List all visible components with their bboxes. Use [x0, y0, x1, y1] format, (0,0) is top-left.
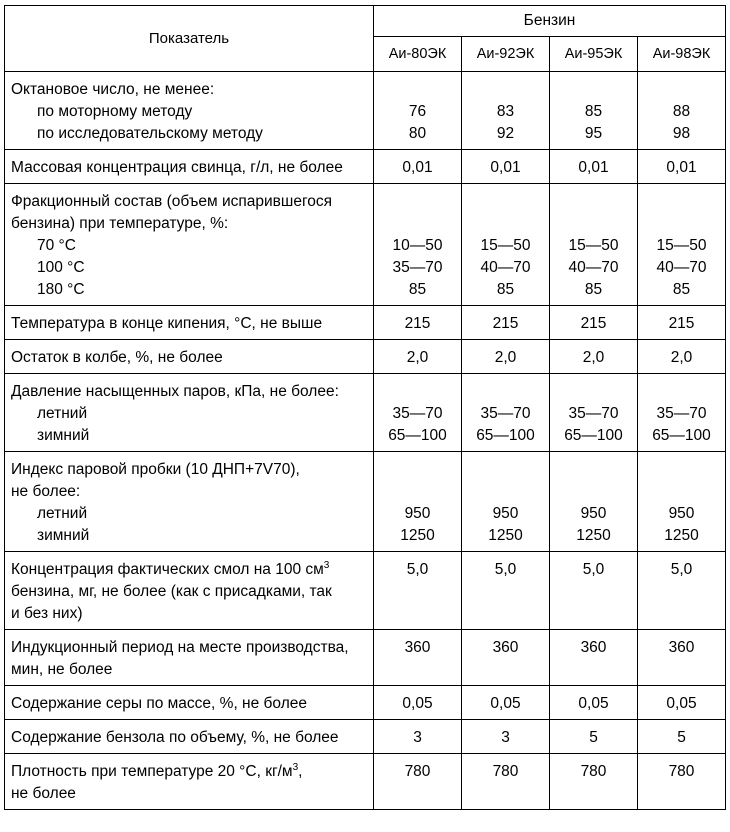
value: 40—70 — [480, 259, 531, 276]
value: 65—100 — [652, 427, 711, 444]
value: 85 — [584, 281, 603, 298]
fractions-cell — [638, 184, 726, 306]
value: 10—50 — [392, 237, 443, 254]
value: 5,0 — [462, 552, 550, 630]
value: 360 — [374, 630, 462, 686]
lead-label: Массовая концентрация свинца, г/л, не более — [5, 150, 374, 184]
gums-line3: и без них) — [11, 605, 83, 622]
density-superscript: 3 — [292, 762, 299, 773]
induction-row — [5, 630, 726, 686]
value: 35—70 — [568, 405, 619, 422]
grade-header: Аи-80ЭК — [374, 37, 462, 72]
vapor-lock-title-line1: Индекс паровой пробки (10 ДНП+7V70), — [11, 461, 300, 478]
value: 76 — [408, 103, 427, 120]
value: 1250 — [576, 527, 611, 544]
value: 215 — [638, 306, 726, 340]
value: 950 — [492, 505, 519, 522]
vapor-lock-cell — [374, 452, 462, 552]
fuel-group-header — [374, 6, 726, 37]
vapor-pressure-cell — [638, 374, 726, 452]
boil-end-row — [5, 306, 726, 340]
fractions-cell — [462, 184, 550, 306]
vapor-pressure-cell — [462, 374, 550, 452]
fractions-row — [5, 184, 726, 306]
lead-row — [5, 150, 726, 184]
value: 15—50 — [568, 237, 619, 254]
vapor-lock-cell — [638, 452, 726, 552]
value: 5,0 — [550, 552, 638, 630]
value: 5,0 — [374, 552, 462, 630]
value: 5 — [550, 720, 638, 754]
value: 2,0 — [374, 340, 462, 374]
vapor-lock-summer-label: летний — [37, 505, 88, 522]
residue-label: Остаток в колбе, %, не более — [5, 340, 374, 374]
value: 2,0 — [638, 340, 726, 374]
value: 215 — [550, 306, 638, 340]
value: 95 — [584, 125, 603, 142]
value: 35—70 — [656, 405, 707, 422]
density-label — [5, 754, 374, 810]
vapor-pressure-cell — [550, 374, 638, 452]
header-row — [5, 6, 726, 37]
value: 65—100 — [388, 427, 447, 444]
value: 15—50 — [480, 237, 531, 254]
value: 0,05 — [462, 686, 550, 720]
value: 65—100 — [564, 427, 623, 444]
residue-row — [5, 340, 726, 374]
fraction-180-label: 180 °С — [37, 281, 85, 298]
vapor-pressure-label — [5, 374, 374, 452]
sulfur-row — [5, 686, 726, 720]
sulfur-label: Содержание серы по массе, %, не более — [5, 686, 374, 720]
octane-research-label: по исследовательскому методу — [37, 125, 263, 142]
value: 780 — [462, 754, 550, 810]
fraction-100-label: 100 °С — [37, 259, 85, 276]
value: 360 — [550, 630, 638, 686]
value: 0,01 — [462, 150, 550, 184]
value: 35—70 — [392, 405, 443, 422]
value: 5 — [638, 720, 726, 754]
fraction-70-label: 70 °С — [37, 237, 76, 254]
value: 80 — [408, 125, 427, 142]
density-line1 — [11, 761, 367, 783]
density-line2: не более — [11, 785, 76, 802]
value: 950 — [404, 505, 431, 522]
vapor-pressure-winter-label: зимний — [37, 427, 90, 444]
density-line1-text: Плотность при температуре 20 °С, кг/м — [11, 763, 293, 780]
vapor-pressure-cell — [374, 374, 462, 452]
octane-cell — [462, 72, 550, 150]
induction-label — [5, 630, 374, 686]
density-line1-end: , — [298, 763, 303, 780]
value: 0,01 — [550, 150, 638, 184]
induction-line1: Индукционный период на месте производства, — [11, 639, 349, 656]
vapor-lock-row — [5, 452, 726, 552]
value: 1250 — [400, 527, 435, 544]
gums-line2: бензина, мг, не более (как с присадками, так — [11, 583, 332, 600]
fractions-title-line1: Фракционный состав (объем испарившегося — [11, 193, 333, 210]
value: 2,0 — [550, 340, 638, 374]
density-row — [5, 754, 726, 810]
value: 1250 — [488, 527, 523, 544]
value: 40—70 — [656, 259, 707, 276]
fractions-title-line2: бензина) при температуре, %: — [11, 215, 229, 232]
gums-line1-text: Концентрация фактических смол на 100 см — [11, 561, 324, 578]
value: 85 — [584, 103, 603, 120]
value: 83 — [496, 103, 515, 120]
value: 1250 — [664, 527, 699, 544]
fractions-label — [5, 184, 374, 306]
value: 85 — [496, 281, 515, 298]
indicator-header — [5, 6, 374, 72]
value: 0,01 — [374, 150, 462, 184]
gums-superscript: 3 — [323, 560, 330, 571]
octane-cell — [550, 72, 638, 150]
vapor-lock-cell — [550, 452, 638, 552]
value: 360 — [638, 630, 726, 686]
benzene-row — [5, 720, 726, 754]
value: 85 — [672, 281, 691, 298]
value: 3 — [462, 720, 550, 754]
value: 2,0 — [462, 340, 550, 374]
value: 215 — [462, 306, 550, 340]
value: 98 — [672, 125, 691, 142]
value: 40—70 — [568, 259, 619, 276]
vapor-lock-cell — [462, 452, 550, 552]
value: 780 — [374, 754, 462, 810]
octane-label — [5, 72, 374, 150]
value: 950 — [580, 505, 607, 522]
value: 15—50 — [656, 237, 707, 254]
vapor-lock-label — [5, 452, 374, 552]
value: 780 — [550, 754, 638, 810]
vapor-lock-winter-label: зимний — [37, 527, 90, 544]
value: 215 — [374, 306, 462, 340]
value: 0,05 — [374, 686, 462, 720]
vapor-pressure-row — [5, 374, 726, 452]
octane-title: Октановое число, не менее: — [11, 81, 215, 98]
fuel-group-header-text: Бензин — [523, 12, 576, 29]
fractions-cell — [374, 184, 462, 306]
induction-line2: мин, не более — [11, 661, 113, 678]
value: 360 — [462, 630, 550, 686]
fractions-cell — [550, 184, 638, 306]
value: 85 — [408, 281, 427, 298]
value: 0,05 — [638, 686, 726, 720]
value: 5,0 — [638, 552, 726, 630]
gums-row — [5, 552, 726, 630]
fuel-spec-table — [4, 5, 726, 810]
boil-end-label: Температура в конце кипения, °С, не выше — [5, 306, 374, 340]
grade-header: Аи-92ЭК — [462, 37, 550, 72]
value: 65—100 — [476, 427, 535, 444]
value: 3 — [374, 720, 462, 754]
benzene-label: Содержание бензола по объему, %, не более — [5, 720, 374, 754]
grade-header: Аи-98ЭК — [638, 37, 726, 72]
vapor-lock-title-line2: не более: — [11, 483, 81, 500]
value: 88 — [672, 103, 691, 120]
value: 950 — [668, 505, 695, 522]
vapor-pressure-summer-label: летний — [37, 405, 88, 422]
grade-header: Аи-95ЭК — [550, 37, 638, 72]
octane-motor-label: по моторному методу — [37, 103, 193, 120]
value: 0,01 — [638, 150, 726, 184]
value: 92 — [496, 125, 515, 142]
gums-label — [5, 552, 374, 630]
value: 0,05 — [550, 686, 638, 720]
value: 35—70 — [480, 405, 531, 422]
vapor-pressure-title: Давление насыщенных паров, кПа, не более: — [11, 383, 339, 400]
octane-cell — [638, 72, 726, 150]
indicator-header-text: Показатель — [148, 30, 230, 47]
value: 780 — [638, 754, 726, 810]
octane-row — [5, 72, 726, 150]
gums-line1 — [11, 559, 367, 581]
octane-cell — [374, 72, 462, 150]
value: 35—70 — [392, 259, 443, 276]
